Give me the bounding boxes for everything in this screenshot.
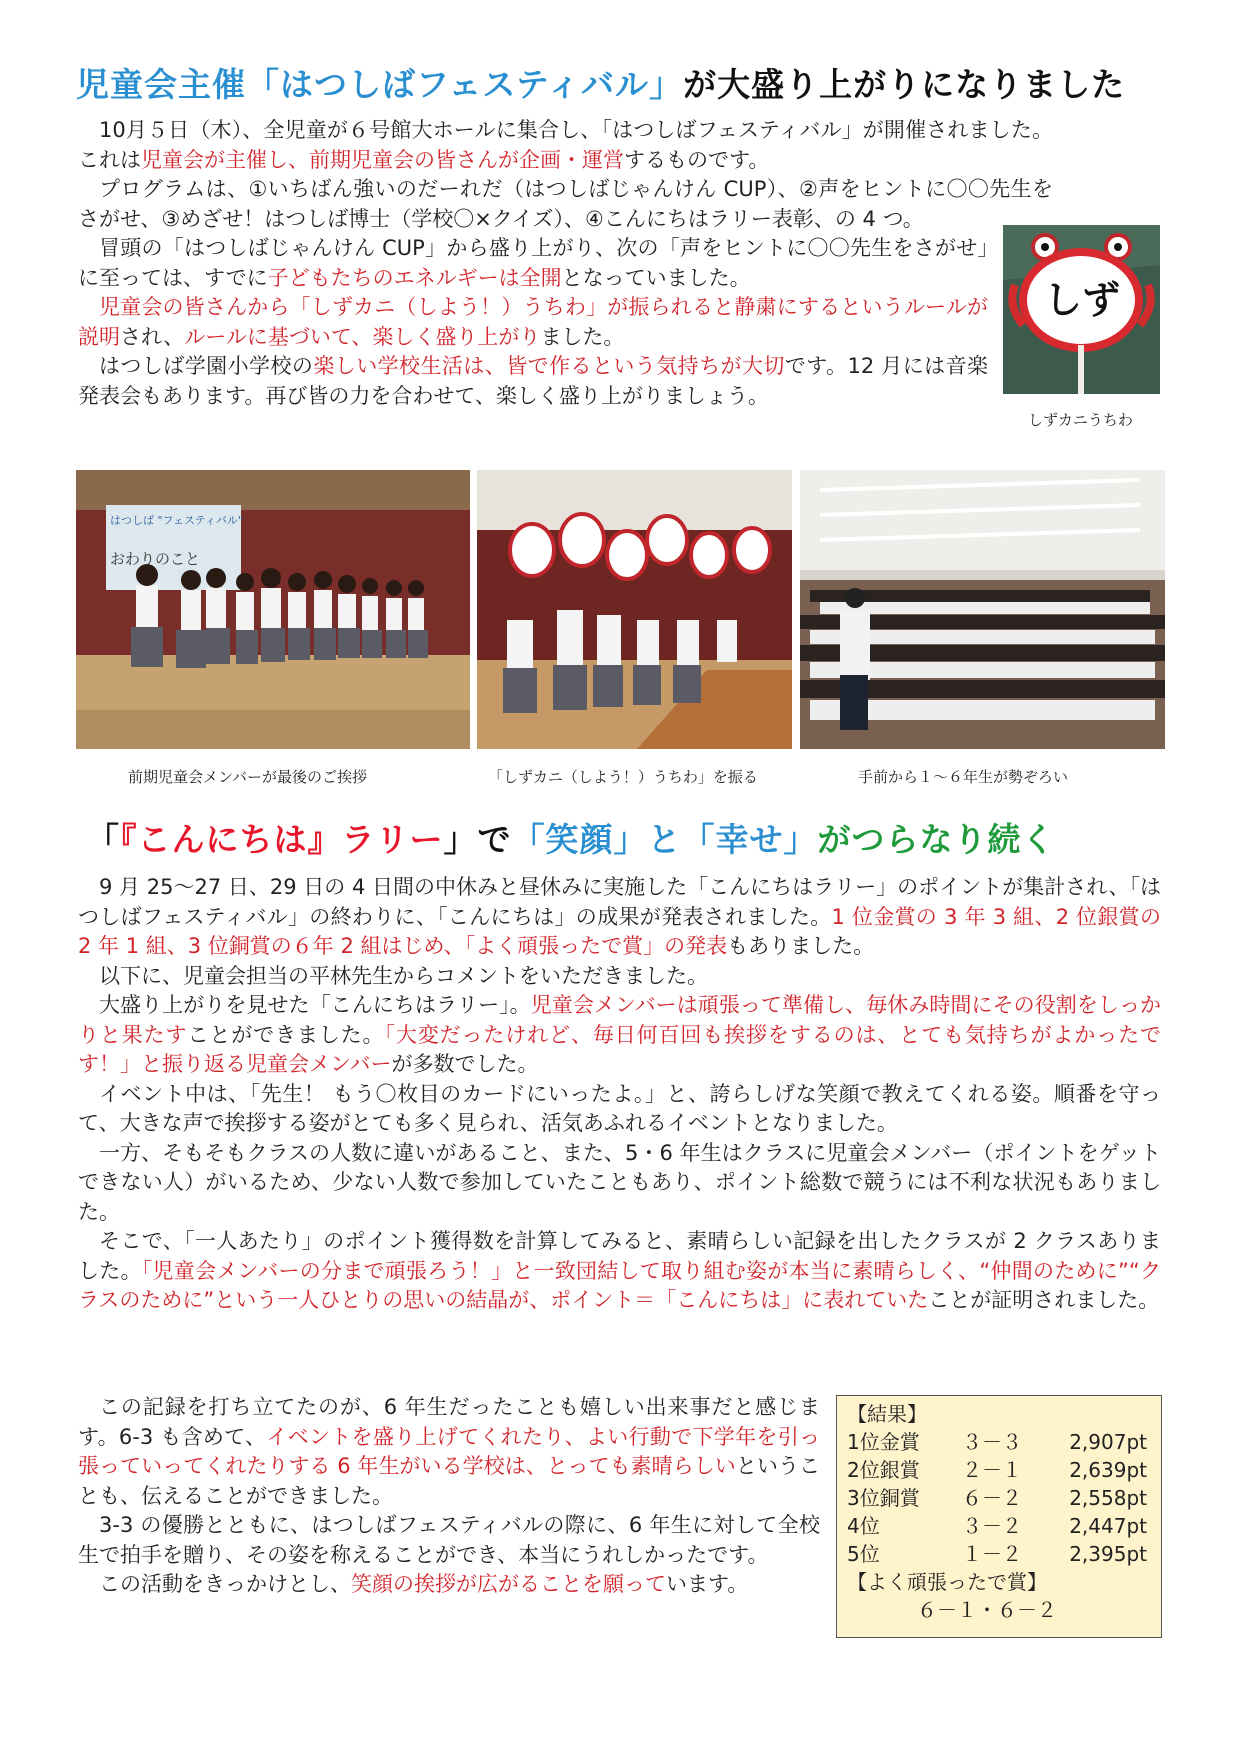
fan-text: しず	[1043, 278, 1120, 322]
caption-photo1: 前期児童会メンバーが最後のご挨拶	[128, 768, 367, 786]
result-rank: 3位銅賞	[847, 1486, 920, 1510]
result-class: ３－３	[962, 1430, 1022, 1454]
result-rank: 5位	[847, 1542, 880, 1566]
section2-paragraph-9: この活動をきっかけとし、笑顔の挨拶が広がることを願っています。	[99, 1572, 749, 1596]
result-class: １－２	[962, 1542, 1022, 1566]
result-points: 2,907pt	[1069, 1430, 1147, 1454]
section2-paragraph-3: 大盛り上がりを見せた「こんにちはラリー」。児童会メンバーは頑張って準備し、毎休み時間にその役割をしっかりと果たすことができました。「大変だったけれど、毎日何百回も挨拶をするのは、とても気持ちがよかったです！」と振り返る児童会メンバーが多数でした。	[78, 993, 1162, 1076]
section1-paragraph-1: 10月５日（木）、全児童が６号館大ホールに集合し、「はつしばフェスティバル」が開催されました。これは児童会が主催し、前期児童会の皆さんが企画・運営するものです。	[78, 118, 1053, 172]
section2-heading: 「『こんにちは』ラリー」で「笑顔」と「幸せ」がつらなり続く	[86, 820, 1056, 859]
photo-fans-waving	[477, 470, 792, 749]
section2-body-narrow	[78, 1393, 820, 1600]
section1-body-wrap	[78, 234, 988, 411]
result-rank: 1位金賞	[847, 1430, 920, 1454]
results-box	[836, 1395, 1162, 1638]
result-row	[847, 1428, 1151, 1456]
result-points: 2,447pt	[1069, 1514, 1147, 1538]
result-class: ６－２	[962, 1486, 1022, 1510]
section1-heading	[76, 65, 1125, 105]
section1-heading-part2: が大盛り上がりになりました	[683, 65, 1126, 104]
result-class: ２－１	[962, 1458, 1022, 1482]
result-rank: 4位	[847, 1514, 880, 1538]
section2-paragraph-7: この記録を打ち立てたのが、6 年生だったことも嬉しい出来事だと感じます。6-3 も含めて、イベントを盛り上げてくれたり、よい行動で下学年を引っ張っていってくれたりする 6 年生がいる学校は、とっても素晴らしいということも、伝えることができました。	[78, 1395, 821, 1508]
section2-paragraph-6: そこで、「一人あたり」のポイント獲得数を計算してみると、素晴らしい記録を出したクラスが 2 クラスありました。「児童会メンバーの分まで頑張ろう！」と一致団結して取り組む姿が本当に素晴らしく、“仲間のために”“クラスのために”という一人ひとりの思いの結晶が、ポイント＝「こんにちは」に表れていたことが証明されました。	[78, 1229, 1161, 1312]
fan-photo	[1003, 225, 1160, 394]
award-classes: ６－１・６－２	[917, 1598, 1057, 1622]
result-row	[847, 1484, 1151, 1512]
photo-stage-greeting	[76, 470, 470, 749]
section1-paragraph-2: プログラムは、①いちばん強いのだーれだ（はつしばじゃんけん CUP）、②声をヒントに〇〇先生をさがせ、③めざせ！はつしば博士（学校〇×クイズ）、④こんにちはラリー表彰、の 4 つ。	[78, 177, 1053, 231]
caption-photo2: 「しずカニ（しよう！）うちわ」を振る	[488, 768, 758, 786]
results-title: 【結果】	[847, 1402, 927, 1426]
result-row	[847, 1540, 1151, 1568]
fan-caption: しずカニうちわ	[1028, 411, 1133, 429]
result-points: 2,558pt	[1069, 1486, 1147, 1510]
award-title: 【よく頑張ったで賞】	[847, 1570, 1047, 1594]
section1-body-top	[78, 116, 1053, 175]
section2-paragraph-5: 一方、そもそもクラスの人数に違いがあること、また、5・6 年生はクラスに児童会メンバー（ポイントをゲットできない人）がいるため、少ない人数で参加していたこともあり、ポイント総数で競うには不利な状況もありました。	[78, 1140, 1161, 1224]
results-table	[847, 1428, 1151, 1568]
result-rank: 2位銀賞	[847, 1458, 920, 1482]
section1-paragraph-3: 冒頭の「はつしばじゃんけん CUP」から盛り上がり、次の「声をヒントに〇〇先生をさがせ」に至っては、すでに子どもたちのエネルギーは全開となっていました。	[78, 236, 988, 290]
section2-paragraph-8: 3-3 の優勝とともに、はつしばフェスティバルの際に、6 年生に対して全校生で拍手を贈り、その姿を称えることができ、本当にうれしかったです。	[78, 1513, 820, 1567]
result-row	[847, 1456, 1151, 1484]
section2-body-full	[78, 873, 1161, 1316]
section1-paragraph-4: 児童会の皆さんから「しずカニ（しよう！）うちわ」が振られると静粛にするというルールが説明され、ルールに基づいて、楽しく盛り上がりました。	[78, 295, 988, 349]
photo1-screen-subtitle: おわりのこと	[110, 550, 201, 568]
photo-all-students	[800, 470, 1165, 749]
caption-photo3: 手前から１～６年生が勢ぞろい	[858, 768, 1069, 786]
result-points: 2,639pt	[1069, 1458, 1147, 1482]
result-class: ３－２	[962, 1514, 1022, 1538]
section2-paragraph-2: 以下に、児童会担当の平林先生からコメントをいただきました。	[99, 963, 708, 988]
section1-paragraph-5: はつしば学園小学校の楽しい学校生活は、皆で作るという気持ちが大切です。12 月には音楽発表会もあります。再び皆の力を合わせて、楽しく盛り上がりましょう。	[78, 354, 989, 408]
photo1-screen-title: はつしば "フェスティバル"	[110, 514, 243, 527]
section1-body-left	[78, 175, 1053, 234]
result-points: 2,395pt	[1069, 1542, 1147, 1566]
section1-heading-part1: 児童会主催「はつしばフェスティバル」	[76, 65, 684, 104]
section2-paragraph-4: イベント中は、「先生！ もう〇枚目のカードにいったよ。」と、誇らしげな笑顔で教えてくれる姿。順番を守って、大きな声で挨拶する姿がとても多く見られ、活気あふれるイベントとなりました。	[78, 1081, 1161, 1135]
result-row	[847, 1512, 1151, 1540]
section2-paragraph-1: 9 月 25～27 日、29 日の 4 日間の中休みと昼休みに実施した「こんにちはラリー」のポイントが集計され、「はつしばフェスティバル」の終わりに、「こんにちは」の成果が発表されました。1 位金賞の 3 年 3 組、2 位銀賞の 2 年 1 組、3 位銅賞の６年 2 組はじめ、「よく頑張ったで賞」の発表もありました。	[78, 875, 1161, 958]
